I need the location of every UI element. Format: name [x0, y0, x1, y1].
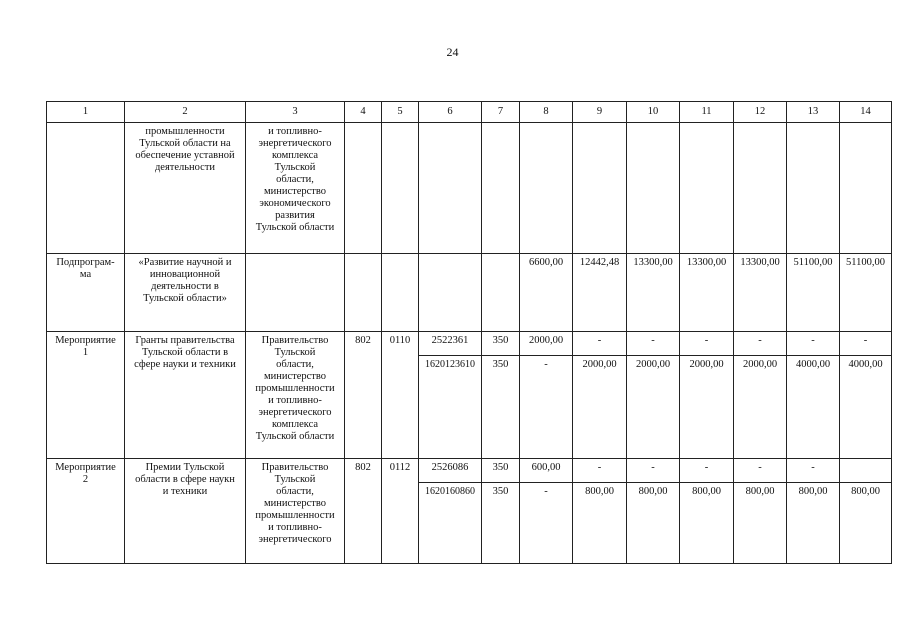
amount-cell: 800,00: [787, 483, 840, 564]
code-cell: 1620123610: [419, 356, 482, 459]
measure-name-cell: Премии Тульской области в сфере наукн и техники: [125, 459, 246, 564]
table-cell: [627, 123, 680, 254]
code-cell: 802: [345, 332, 382, 459]
code-cell: 802: [345, 459, 382, 564]
table-cell: [482, 254, 520, 332]
amount-cell: -: [627, 332, 680, 356]
amount-cell: 2000,00: [734, 356, 787, 459]
subprogram-row: [47, 254, 892, 332]
header-cell: 10: [627, 102, 680, 123]
row-type-cell: Мероприятие 1: [47, 332, 125, 459]
amount-cell: -: [573, 332, 627, 356]
table-cell: [419, 254, 482, 332]
measure-name-cell: «Развитие научной и инновационной деятельности в Тульской области»: [125, 254, 246, 332]
header-cell: 7: [482, 102, 520, 123]
amount-cell: 13300,00: [627, 254, 680, 332]
measure-2-row-a: [47, 459, 892, 483]
row-type-cell: Подпрограм- ма: [47, 254, 125, 332]
amount-cell: 2000,00: [573, 356, 627, 459]
amount-cell: 2000,00: [680, 356, 734, 459]
amount-cell: 51100,00: [787, 254, 840, 332]
code-cell: 350: [482, 332, 520, 356]
amount-cell: -: [520, 483, 573, 564]
row-type-cell: Мероприятие 2: [47, 459, 125, 564]
header-cell: 6: [419, 102, 482, 123]
header-cell: 9: [573, 102, 627, 123]
amount-cell: -: [734, 459, 787, 483]
amount-cell: -: [734, 332, 787, 356]
table-cell: [520, 123, 573, 254]
amount-cell: 800,00: [573, 483, 627, 564]
executor-cell: Правительство Тульской области, министерство промышленности и топливно- энергетического комплекса Тульской области: [246, 332, 345, 459]
amount-cell: -: [680, 332, 734, 356]
amount-cell: -: [680, 459, 734, 483]
code-cell: 1620160860: [419, 483, 482, 564]
amount-cell: 12442,48: [573, 254, 627, 332]
code-cell: 350: [482, 483, 520, 564]
amount-cell: -: [573, 459, 627, 483]
code-cell: 2526086: [419, 459, 482, 483]
header-cell: 5: [382, 102, 419, 123]
page-number: 24: [446, 45, 459, 59]
amount-cell: -: [840, 332, 892, 356]
amount-cell: 800,00: [840, 483, 892, 564]
table-cell: [482, 123, 520, 254]
amount-cell: -: [787, 459, 840, 483]
amount-cell: 2000,00: [520, 332, 573, 356]
amount-cell: -: [787, 332, 840, 356]
header-cell: 12: [734, 102, 787, 123]
code-cell: 350: [482, 356, 520, 459]
header-cell: 11: [680, 102, 734, 123]
amount-cell: 800,00: [680, 483, 734, 564]
header-cell: 1: [47, 102, 125, 123]
table-cell: [840, 123, 892, 254]
table-cell: [382, 123, 419, 254]
table-cell: [246, 254, 345, 332]
code-cell: 0110: [382, 332, 419, 459]
executor-cell: Правительство Тульской области, министерство промышленности и топливно- энергетического: [246, 459, 345, 564]
amount-cell: 4000,00: [787, 356, 840, 459]
table-cell: [734, 123, 787, 254]
measure-name-cell: Гранты правительства Тульской области в сфере науки и техники: [125, 332, 246, 459]
code-cell: 2522361: [419, 332, 482, 356]
amount-cell: 6600,00: [520, 254, 573, 332]
table-cell: [382, 254, 419, 332]
table-cell: [680, 123, 734, 254]
measure-name-cell: промышленности Тульской области на обеспечение уставной деятельности: [125, 123, 246, 254]
code-cell: 350: [482, 459, 520, 483]
code-cell: 0112: [382, 459, 419, 564]
amount-cell: 13300,00: [680, 254, 734, 332]
table-cell: [573, 123, 627, 254]
amount-cell: 800,00: [627, 483, 680, 564]
amount-cell: 800,00: [734, 483, 787, 564]
header-cell: 3: [246, 102, 345, 123]
amount-cell: 4000,00: [840, 356, 892, 459]
amount-cell: 600,00: [520, 459, 573, 483]
header-cell: 2: [125, 102, 246, 123]
amount-cell: [840, 459, 892, 483]
table-cell: [47, 123, 125, 254]
header-row: [47, 102, 892, 123]
measure-1-row-a: [47, 332, 892, 356]
amount-cell: -: [520, 356, 573, 459]
header-cell: 8: [520, 102, 573, 123]
header-cell: 13: [787, 102, 840, 123]
amount-cell: 2000,00: [627, 356, 680, 459]
table-cell: [787, 123, 840, 254]
continuation-row: [47, 123, 892, 254]
header-cell: 4: [345, 102, 382, 123]
amount-cell: 51100,00: [840, 254, 892, 332]
table-cell: [419, 123, 482, 254]
amount-cell: -: [627, 459, 680, 483]
table-cell: [345, 254, 382, 332]
executor-cell: и топливно- энергетического комплекса Тульской области, министерство экономического развития Тульской области: [246, 123, 345, 254]
amount-cell: 13300,00: [734, 254, 787, 332]
table-cell: [345, 123, 382, 254]
header-cell: 14: [840, 102, 892, 123]
budget-table: [46, 101, 892, 564]
